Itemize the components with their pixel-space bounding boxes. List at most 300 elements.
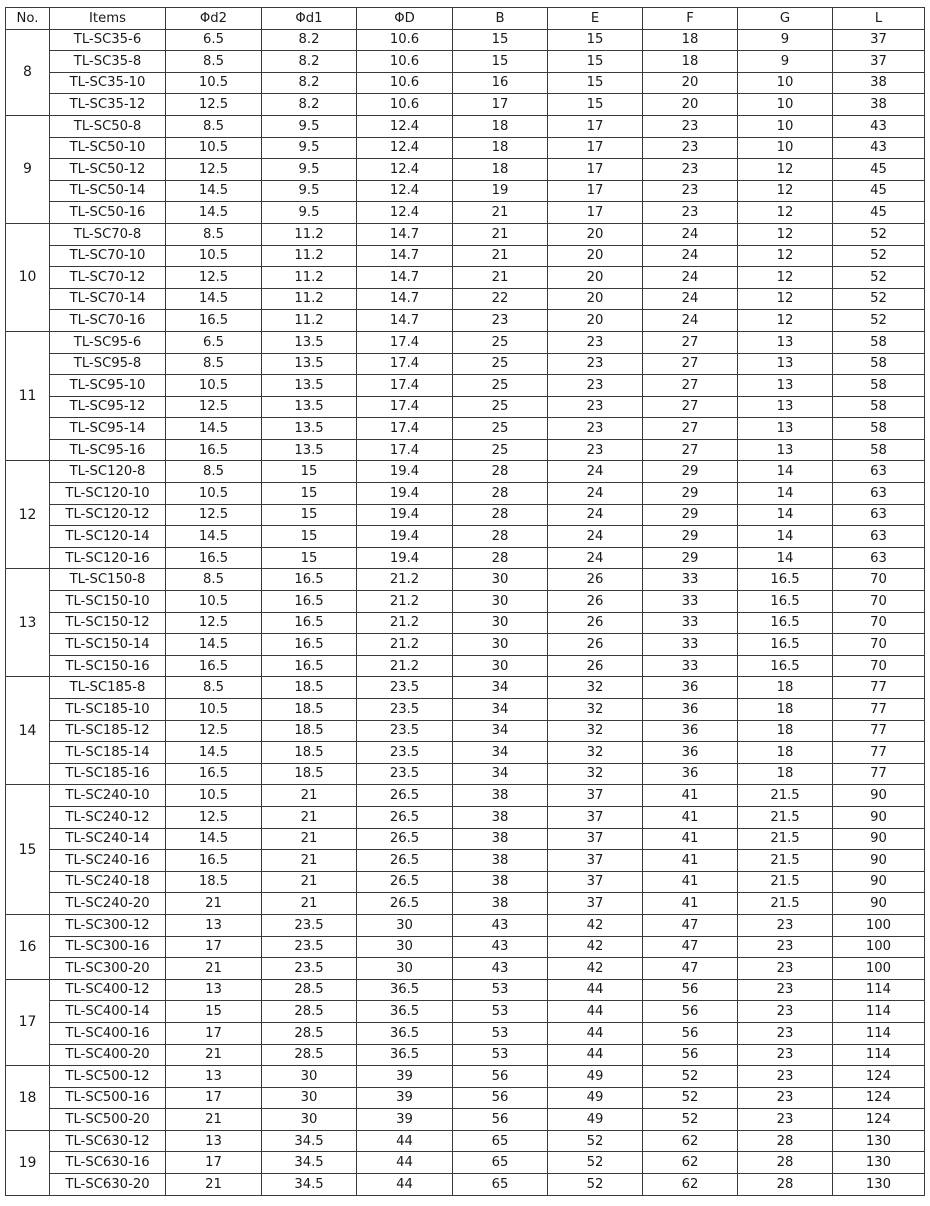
cell-dd: 21.2 xyxy=(357,591,453,613)
cell-d1: 15 xyxy=(262,461,357,483)
cell-d2: 15 xyxy=(166,1001,262,1023)
cell-dd: 39 xyxy=(357,1066,453,1088)
cell-e: 17 xyxy=(548,137,643,159)
cell-g: 23 xyxy=(738,1001,833,1023)
cell-d1: 8.2 xyxy=(262,29,357,51)
cell-d1: 30 xyxy=(262,1109,357,1131)
cell-l: 90 xyxy=(833,806,925,828)
cell-d1: 11.2 xyxy=(262,245,357,267)
cell-f: 18 xyxy=(643,29,738,51)
table-row xyxy=(6,591,925,613)
cell-item: TL-SC120-14 xyxy=(50,526,166,548)
cell-d1: 9.5 xyxy=(262,180,357,202)
cell-item: TL-SC185-16 xyxy=(50,763,166,785)
cell-d2: 21 xyxy=(166,1109,262,1131)
cell-b: 25 xyxy=(453,418,548,440)
cell-l: 70 xyxy=(833,569,925,591)
cell-g: 23 xyxy=(738,979,833,1001)
cell-g: 28 xyxy=(738,1130,833,1152)
cell-dd: 21.2 xyxy=(357,634,453,656)
group-number-cell: 9 xyxy=(6,115,50,223)
cell-f: 41 xyxy=(643,828,738,850)
cell-e: 49 xyxy=(548,1109,643,1131)
table-row xyxy=(6,612,925,634)
cell-item: TL-SC150-8 xyxy=(50,569,166,591)
cell-b: 28 xyxy=(453,504,548,526)
cell-b: 53 xyxy=(453,1044,548,1066)
cell-item: TL-SC185-8 xyxy=(50,677,166,699)
cell-item: TL-SC120-16 xyxy=(50,547,166,569)
cell-e: 37 xyxy=(548,871,643,893)
table-row xyxy=(6,1109,925,1131)
cell-f: 24 xyxy=(643,310,738,332)
cell-item: TL-SC400-14 xyxy=(50,1001,166,1023)
cell-e: 42 xyxy=(548,914,643,936)
cell-d2: 16.5 xyxy=(166,439,262,461)
cell-b: 18 xyxy=(453,137,548,159)
table-row xyxy=(6,677,925,699)
cell-item: TL-SC185-10 xyxy=(50,699,166,721)
cell-item: TL-SC300-12 xyxy=(50,914,166,936)
cell-l: 52 xyxy=(833,310,925,332)
table-row xyxy=(6,1174,925,1196)
cell-item: TL-SC50-8 xyxy=(50,115,166,137)
cell-dd: 23.5 xyxy=(357,763,453,785)
cell-dd: 12.4 xyxy=(357,202,453,224)
cell-l: 77 xyxy=(833,720,925,742)
cell-f: 27 xyxy=(643,396,738,418)
cell-d1: 16.5 xyxy=(262,569,357,591)
cell-dd: 26.5 xyxy=(357,828,453,850)
cell-e: 44 xyxy=(548,1001,643,1023)
cell-d2: 16.5 xyxy=(166,655,262,677)
cell-e: 23 xyxy=(548,331,643,353)
cell-b: 21 xyxy=(453,223,548,245)
cell-l: 90 xyxy=(833,785,925,807)
cell-b: 30 xyxy=(453,634,548,656)
cell-item: TL-SC500-20 xyxy=(50,1109,166,1131)
cell-f: 23 xyxy=(643,137,738,159)
cell-d1: 13.5 xyxy=(262,375,357,397)
cell-e: 32 xyxy=(548,763,643,785)
table-row xyxy=(6,1066,925,1088)
cell-dd: 26.5 xyxy=(357,850,453,872)
table-row xyxy=(6,115,925,137)
cell-d2: 17 xyxy=(166,936,262,958)
cell-dd: 44 xyxy=(357,1174,453,1196)
cell-dd: 19.4 xyxy=(357,483,453,505)
table-row xyxy=(6,137,925,159)
cell-d2: 10.5 xyxy=(166,699,262,721)
cell-e: 15 xyxy=(548,29,643,51)
table-row xyxy=(6,1087,925,1109)
cell-g: 18 xyxy=(738,677,833,699)
cell-b: 18 xyxy=(453,115,548,137)
cell-e: 26 xyxy=(548,591,643,613)
cell-d1: 11.2 xyxy=(262,267,357,289)
cell-l: 90 xyxy=(833,871,925,893)
cell-b: 53 xyxy=(453,979,548,1001)
table-row xyxy=(6,806,925,828)
cell-g: 23 xyxy=(738,936,833,958)
cell-b: 22 xyxy=(453,288,548,310)
cell-dd: 17.4 xyxy=(357,396,453,418)
cell-d1: 15 xyxy=(262,504,357,526)
cell-e: 44 xyxy=(548,979,643,1001)
cell-f: 52 xyxy=(643,1066,738,1088)
cell-g: 16.5 xyxy=(738,612,833,634)
cell-f: 36 xyxy=(643,742,738,764)
cell-l: 52 xyxy=(833,245,925,267)
group-number-cell: 8 xyxy=(6,29,50,115)
cell-e: 44 xyxy=(548,1022,643,1044)
cell-b: 16 xyxy=(453,72,548,94)
cell-item: TL-SC120-10 xyxy=(50,483,166,505)
cell-l: 124 xyxy=(833,1066,925,1088)
cell-b: 38 xyxy=(453,806,548,828)
cell-g: 10 xyxy=(738,115,833,137)
cell-l: 70 xyxy=(833,655,925,677)
cell-b: 38 xyxy=(453,850,548,872)
cell-f: 24 xyxy=(643,223,738,245)
cell-e: 24 xyxy=(548,483,643,505)
cell-g: 28 xyxy=(738,1174,833,1196)
cell-e: 23 xyxy=(548,396,643,418)
cell-d1: 13.5 xyxy=(262,331,357,353)
cell-e: 23 xyxy=(548,353,643,375)
cell-g: 14 xyxy=(738,547,833,569)
cell-item: TL-SC70-16 xyxy=(50,310,166,332)
cell-f: 27 xyxy=(643,439,738,461)
cell-dd: 23.5 xyxy=(357,677,453,699)
cell-f: 41 xyxy=(643,850,738,872)
cell-d2: 16.5 xyxy=(166,763,262,785)
cell-d2: 10.5 xyxy=(166,137,262,159)
cell-d2: 8.5 xyxy=(166,115,262,137)
cell-d1: 28.5 xyxy=(262,1022,357,1044)
cell-l: 90 xyxy=(833,850,925,872)
header-cell-e: E xyxy=(548,8,643,30)
cell-d1: 21 xyxy=(262,893,357,915)
cell-g: 13 xyxy=(738,331,833,353)
cell-item: TL-SC300-16 xyxy=(50,936,166,958)
cell-d2: 21 xyxy=(166,1044,262,1066)
cell-item: TL-SC50-14 xyxy=(50,180,166,202)
cell-d1: 21 xyxy=(262,806,357,828)
cell-d2: 10.5 xyxy=(166,785,262,807)
cell-g: 10 xyxy=(738,137,833,159)
cell-l: 58 xyxy=(833,439,925,461)
cell-dd: 19.4 xyxy=(357,504,453,526)
cell-l: 100 xyxy=(833,914,925,936)
cell-f: 33 xyxy=(643,612,738,634)
cell-e: 15 xyxy=(548,72,643,94)
table-row xyxy=(6,72,925,94)
cell-f: 52 xyxy=(643,1109,738,1131)
cell-d1: 13.5 xyxy=(262,353,357,375)
cell-b: 28 xyxy=(453,526,548,548)
cell-f: 56 xyxy=(643,979,738,1001)
spec-table xyxy=(5,7,925,1196)
cell-e: 26 xyxy=(548,569,643,591)
cell-l: 114 xyxy=(833,1044,925,1066)
cell-dd: 12.4 xyxy=(357,115,453,137)
header-cell-b: B xyxy=(453,8,548,30)
cell-dd: 14.7 xyxy=(357,288,453,310)
cell-b: 34 xyxy=(453,742,548,764)
cell-l: 100 xyxy=(833,958,925,980)
cell-l: 70 xyxy=(833,612,925,634)
cell-item: TL-SC95-16 xyxy=(50,439,166,461)
table-row xyxy=(6,267,925,289)
cell-e: 26 xyxy=(548,655,643,677)
cell-g: 23 xyxy=(738,1087,833,1109)
cell-item: TL-SC150-14 xyxy=(50,634,166,656)
table-row xyxy=(6,979,925,1001)
cell-f: 62 xyxy=(643,1174,738,1196)
cell-item: TL-SC150-12 xyxy=(50,612,166,634)
cell-e: 17 xyxy=(548,115,643,137)
cell-d2: 13 xyxy=(166,979,262,1001)
table-row xyxy=(6,310,925,332)
cell-d1: 18.5 xyxy=(262,699,357,721)
cell-d1: 11.2 xyxy=(262,310,357,332)
cell-b: 34 xyxy=(453,720,548,742)
cell-d2: 17 xyxy=(166,1087,262,1109)
cell-e: 23 xyxy=(548,375,643,397)
cell-e: 17 xyxy=(548,202,643,224)
cell-f: 29 xyxy=(643,461,738,483)
cell-l: 45 xyxy=(833,180,925,202)
cell-d2: 17 xyxy=(166,1152,262,1174)
cell-g: 13 xyxy=(738,418,833,440)
cell-item: TL-SC150-10 xyxy=(50,591,166,613)
cell-d1: 34.5 xyxy=(262,1174,357,1196)
table-row xyxy=(6,504,925,526)
cell-dd: 14.7 xyxy=(357,310,453,332)
cell-d1: 28.5 xyxy=(262,1001,357,1023)
cell-e: 23 xyxy=(548,418,643,440)
cell-l: 90 xyxy=(833,828,925,850)
cell-l: 77 xyxy=(833,742,925,764)
table-row xyxy=(6,353,925,375)
cell-g: 18 xyxy=(738,742,833,764)
cell-f: 52 xyxy=(643,1087,738,1109)
cell-f: 56 xyxy=(643,1022,738,1044)
cell-item: TL-SC240-14 xyxy=(50,828,166,850)
cell-l: 124 xyxy=(833,1109,925,1131)
cell-d1: 8.2 xyxy=(262,94,357,116)
cell-d2: 8.5 xyxy=(166,461,262,483)
cell-e: 17 xyxy=(548,159,643,181)
table-row xyxy=(6,936,925,958)
cell-f: 20 xyxy=(643,94,738,116)
cell-d1: 21 xyxy=(262,871,357,893)
cell-g: 18 xyxy=(738,720,833,742)
cell-item: TL-SC240-12 xyxy=(50,806,166,828)
cell-b: 38 xyxy=(453,828,548,850)
header-cell-d2: Φd2 xyxy=(166,8,262,30)
cell-b: 30 xyxy=(453,612,548,634)
table-row xyxy=(6,461,925,483)
table-row xyxy=(6,223,925,245)
cell-b: 38 xyxy=(453,871,548,893)
cell-e: 37 xyxy=(548,785,643,807)
cell-l: 90 xyxy=(833,893,925,915)
cell-g: 9 xyxy=(738,29,833,51)
cell-e: 37 xyxy=(548,828,643,850)
cell-g: 16.5 xyxy=(738,591,833,613)
cell-g: 14 xyxy=(738,461,833,483)
cell-e: 20 xyxy=(548,245,643,267)
cell-dd: 26.5 xyxy=(357,806,453,828)
cell-l: 58 xyxy=(833,396,925,418)
cell-dd: 17.4 xyxy=(357,439,453,461)
cell-l: 124 xyxy=(833,1087,925,1109)
cell-d1: 13.5 xyxy=(262,396,357,418)
group-number-cell: 11 xyxy=(6,331,50,461)
table-row xyxy=(6,742,925,764)
cell-g: 12 xyxy=(738,159,833,181)
cell-d1: 28.5 xyxy=(262,1044,357,1066)
cell-d2: 8.5 xyxy=(166,51,262,73)
cell-g: 16.5 xyxy=(738,634,833,656)
header-cell-dd: ΦD xyxy=(357,8,453,30)
cell-l: 114 xyxy=(833,979,925,1001)
table-row xyxy=(6,439,925,461)
group-number-cell: 12 xyxy=(6,461,50,569)
cell-b: 21 xyxy=(453,202,548,224)
cell-d2: 14.5 xyxy=(166,202,262,224)
cell-f: 27 xyxy=(643,331,738,353)
cell-dd: 10.6 xyxy=(357,94,453,116)
cell-b: 43 xyxy=(453,914,548,936)
table-row xyxy=(6,396,925,418)
table-row xyxy=(6,634,925,656)
cell-d1: 30 xyxy=(262,1066,357,1088)
cell-g: 13 xyxy=(738,396,833,418)
cell-l: 58 xyxy=(833,331,925,353)
cell-d2: 13 xyxy=(166,1130,262,1152)
cell-d1: 13.5 xyxy=(262,418,357,440)
cell-b: 53 xyxy=(453,1001,548,1023)
cell-dd: 36.5 xyxy=(357,1044,453,1066)
cell-d2: 12.5 xyxy=(166,720,262,742)
table-row xyxy=(6,1130,925,1152)
cell-g: 18 xyxy=(738,699,833,721)
cell-e: 44 xyxy=(548,1044,643,1066)
cell-f: 23 xyxy=(643,202,738,224)
cell-item: TL-SC35-10 xyxy=(50,72,166,94)
cell-d1: 28.5 xyxy=(262,979,357,1001)
cell-d1: 9.5 xyxy=(262,159,357,181)
cell-f: 56 xyxy=(643,1001,738,1023)
cell-item: TL-SC70-12 xyxy=(50,267,166,289)
cell-d1: 34.5 xyxy=(262,1130,357,1152)
cell-e: 20 xyxy=(548,310,643,332)
cell-item: TL-SC400-16 xyxy=(50,1022,166,1044)
cell-l: 52 xyxy=(833,267,925,289)
cell-dd: 30 xyxy=(357,914,453,936)
cell-f: 29 xyxy=(643,504,738,526)
cell-e: 49 xyxy=(548,1087,643,1109)
cell-item: TL-SC240-18 xyxy=(50,871,166,893)
table-row xyxy=(6,51,925,73)
cell-e: 49 xyxy=(548,1066,643,1088)
cell-d2: 10.5 xyxy=(166,591,262,613)
table-row xyxy=(6,418,925,440)
cell-f: 20 xyxy=(643,72,738,94)
cell-d1: 21 xyxy=(262,828,357,850)
table-row xyxy=(6,159,925,181)
cell-g: 12 xyxy=(738,310,833,332)
group-number-cell: 19 xyxy=(6,1130,50,1195)
cell-e: 32 xyxy=(548,677,643,699)
cell-b: 38 xyxy=(453,893,548,915)
cell-g: 9 xyxy=(738,51,833,73)
cell-dd: 36.5 xyxy=(357,1022,453,1044)
cell-item: TL-SC150-16 xyxy=(50,655,166,677)
cell-d1: 23.5 xyxy=(262,936,357,958)
cell-dd: 14.7 xyxy=(357,245,453,267)
cell-f: 29 xyxy=(643,526,738,548)
cell-b: 30 xyxy=(453,591,548,613)
cell-dd: 26.5 xyxy=(357,893,453,915)
cell-dd: 17.4 xyxy=(357,375,453,397)
cell-d1: 9.5 xyxy=(262,202,357,224)
cell-d1: 34.5 xyxy=(262,1152,357,1174)
cell-f: 62 xyxy=(643,1130,738,1152)
cell-g: 21.5 xyxy=(738,893,833,915)
cell-e: 37 xyxy=(548,806,643,828)
cell-f: 27 xyxy=(643,418,738,440)
cell-g: 21.5 xyxy=(738,806,833,828)
cell-d1: 15 xyxy=(262,547,357,569)
table-row xyxy=(6,288,925,310)
cell-d2: 21 xyxy=(166,893,262,915)
cell-d1: 18.5 xyxy=(262,763,357,785)
cell-f: 41 xyxy=(643,893,738,915)
cell-f: 33 xyxy=(643,591,738,613)
cell-b: 38 xyxy=(453,785,548,807)
cell-b: 56 xyxy=(453,1109,548,1131)
cell-b: 15 xyxy=(453,51,548,73)
cell-item: TL-SC500-12 xyxy=(50,1066,166,1088)
cell-e: 32 xyxy=(548,699,643,721)
cell-f: 36 xyxy=(643,763,738,785)
cell-item: TL-SC240-16 xyxy=(50,850,166,872)
table-row xyxy=(6,526,925,548)
cell-item: TL-SC70-14 xyxy=(50,288,166,310)
cell-f: 33 xyxy=(643,569,738,591)
cell-d1: 16.5 xyxy=(262,612,357,634)
cell-b: 34 xyxy=(453,677,548,699)
cell-l: 43 xyxy=(833,137,925,159)
header-cell-items: Items xyxy=(50,8,166,30)
cell-l: 63 xyxy=(833,504,925,526)
table-row xyxy=(6,720,925,742)
cell-dd: 14.7 xyxy=(357,267,453,289)
table-row xyxy=(6,699,925,721)
cell-d1: 8.2 xyxy=(262,72,357,94)
cell-item: TL-SC400-12 xyxy=(50,979,166,1001)
cell-e: 32 xyxy=(548,742,643,764)
cell-dd: 19.4 xyxy=(357,526,453,548)
cell-f: 27 xyxy=(643,375,738,397)
cell-dd: 17.4 xyxy=(357,331,453,353)
cell-l: 58 xyxy=(833,418,925,440)
table-row xyxy=(6,1152,925,1174)
